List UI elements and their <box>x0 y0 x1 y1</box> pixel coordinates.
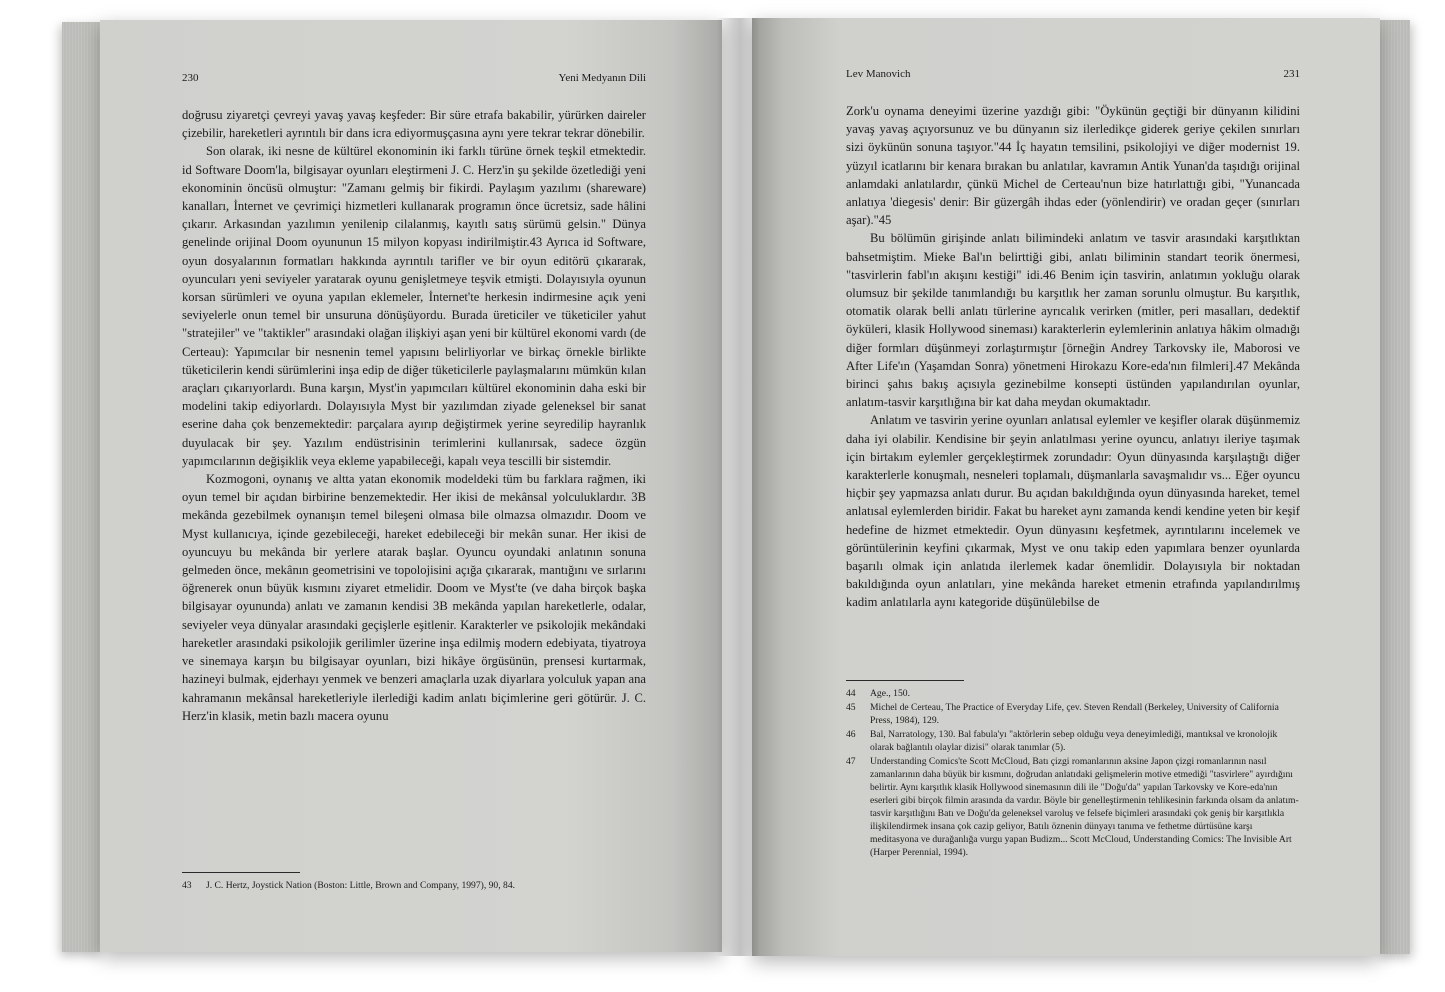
left-footnote-rule <box>182 872 300 873</box>
right-paragraph-3: Anlatım ve tasvirin yerine oyunları anlatısal eylemler ve keşifler olarak düşünmemiz daha iyi olabilir. Kendisine bir şeyin anlatılması yerine oyuncu, anlatıyı ileriye taşımak için birtakım eylemler gerçekleştirmek zorundadır: Oyun dünyasında karşılaştığı diğer karakterlerle konuşmalı, nesneleri toplamalı, düşmanlarla savaşmalıdır vs... Eğer oyuncu hiçbir şey yapmazsa anlatı durur. Bu açıdan bakıldığında oyun dünyasında hareket, temel anlatısal eylemlerden biridir. Fakat bu hareket aynı zamanda kendi kendine yeten bir keşif hedefine de hizmet etmektedir. Oyun dünyasını keşfetmek, ayrıntılarını incelemek ve görüntülerinin keyfini çıkarmak, Myst ve onu takip eden yapımlara benzer oyunlarda başarılı olmak için anlatıda ilerlemek kadar önemlidir. Dolayısıyla bir noktadan bakıldığında oyun anlatıları, yine mekânda hareket etmenin etrafında yapılandırılmış kadim anlatılarla aynı kategoride düşünülebilse de <box>846 413 1300 610</box>
left-page-number: 230 <box>182 72 199 84</box>
right-page <box>752 18 1380 956</box>
right-footnote <box>846 687 1300 700</box>
left-page-edges <box>62 22 102 952</box>
right-page-number: 231 <box>1283 68 1300 80</box>
right-page-header <box>846 68 1300 80</box>
left-footnote <box>182 879 646 892</box>
right-footnote-rule <box>846 680 964 681</box>
footnote-number: 43 <box>182 880 192 891</box>
left-page <box>100 20 722 952</box>
right-paragraph-1: Zork'u oynama deneyimi üzerine yazdığı gibi: "Öykünün geçtiği bir dünyanın kilidini yavaş yavaş açıyorsunuz ve bu dünyanın siz ilerledikçe giderek geriye çekilen sınırları sizi öykünün sonuna taşıyor."44 İç hayatın temsilini, psikolojiyi ve diğer modernist 19. yüzyıl icatlarını bir kenara bırakan bu anlatılar, kavramın Antik Yunan'da taşıdığı orijinal anlamdaki anlatılardır, çünkü Michel de Certeau'nun bize hatırlattığı gibi, "Yunancada anlatıya 'diegesis' denir: Bir güzergâh ihdas eder (yönlendirir) ve oradan geçer (sınırları aşar)."45 <box>846 104 1300 228</box>
footnote-number: 47 <box>846 756 856 767</box>
footnote-text: Understanding Comics'te Scott McCloud, Batı çizgi romanlarının aksine Japon çizgi romanlarının nasıl zamanlarının daha büyük bir kısmını, doğrudan anlatıdaki gelişmelerin motive etmediği "tasvirlere" ayırdığını belirtir. Aynı karşıtlık klasik Hollywood sinemasının dili ile "Doğu'da" yapılan Tarkovsky ve Kore-eda'nın eserleri gibi birçok filmin arasında da vardır. Böyle bir genelleştirmenin tehlikesinin farkında olsam da anlatım-tasvir karşıtlığını Batı ve Doğu'da geleneksel varoluş ve felsefe biçimleri arasındaki çok geniş bir karşıtlıkla ilişkilendirmek insana çok cazip geliyor, Batılı öznenin dünyayı tanıma ve fethetme dürtüsüne karşı meditasyona ve durağanlığa vurgu yapan Budizm... Scott McCloud, Understanding Comics: The Invisible Art (Harper Perennial, 1994). <box>870 756 1299 858</box>
footnote-number: 46 <box>846 729 856 740</box>
left-body-text <box>182 106 646 725</box>
left-paragraph-1: doğrusu ziyaretçi çevreyi yavaş yavaş keşfeder: Bir süre etrafa bakabilir, yürürken daireler çizebilir, hareketleri ayrıntılı bir dans icra ediyormuşçasına aynı yere tekrar tekrar dönebilir. <box>182 108 646 141</box>
footnote-text: Age., 150. <box>870 688 910 699</box>
right-footnote <box>846 755 1300 859</box>
footnote-number: 45 <box>846 702 856 713</box>
left-running-head: Yeni Medyanın Dili <box>558 72 646 84</box>
right-running-head: Lev Manovich <box>846 68 911 80</box>
left-paragraph-2: Son olarak, iki nesne de kültürel ekonominin iki farklı türüne örnek teşkil etmektedir. id Software Doom'la, bilgisayar oyunları eleştirmeni J. C. Herz'in şu şekilde özetlediği yeni ekonominin öncüsü olmuştur: "Zamanı gelmiş bir fikirdi. Paylaşım yazılımı (shareware) kanalları, İnternet ve çevrimiçi hizmetleri kullanarak programın önce ücretsiz, sade hâlini çıkarır. Arkasından yazılımın yenilenip cilalanmış, kayıtlı satış sürümü gelsin." Dünya genelinde orijinal Doom oyununun 15 milyon kopyası indirilmiştir.43 Ayrıca id Software, oyun dosyalarının formatları hakkında ayrıntılı tarifler ve bir oyun editörü çıkararak, oyuncuları yeni seviyeler yaratarak oyunu genişletmeye teşvik etmişti. Dolayısıyla oyunun korsan sürümleri ve oyuna yapılan eklemeler, İnternet'te herkesin indirmesine açık yeni seviyelerle onun temel bir unsuruna dönüşüyordu. Burada üreticiler ve tüketiciler yahut "stratejiler" ve "taktikler" arasındaki olağan ilişkiyi aşan yeni bir kültürel ekonomi vardı (de Certeau): Yapımcılar bir nesnenin temel yapısını belirliyorlar ve birkaç örnekle birlikte tüketicilerin kendi sürümlerini inşa edip de diğer tüketicilerle paylaşmalarını mümkün kılan araçları çıkarıyorlardı. Buna karşın, Myst'in yapımcıları kültürel ekonominin daha eski bir modelini takip ediyorlardı. Dolayısıyla Myst bir yazılımdan ziyade geleneksel bir sanat eserine daha çok benzemektedir: parçalara ayırıp değiştirmek yerine seyredilip hayranlık duyulacak bir şey. Yazılım endüstrisinin terimlerini kullanırsak, sadece özgün yapımcılarının değişiklik veya ekleme yapabileceği, kapalı veya tescilli bir sistemdir. <box>182 144 646 468</box>
left-page-header <box>182 72 646 84</box>
right-footnotes <box>846 680 1300 860</box>
right-paragraph-2: Bu bölümün girişinde anlatı bilimindeki anlatım ve tasvir arasındaki karşıtlıktan bahsetmiştim. Mieke Bal'ın belirttiği gibi, anlatı biliminin standart teorik önermesi, "tasvirlerin fabl'ın akışını kestiği" idi.46 Benim için tasvirin, anlatımın yokluğu olarak olumsuz bir şekilde tanımlandığı bu karşıtlık her zaman sorunlu olmuştur. Bu karşıtlık, otomatik olarak belli anlatı türlerine ayrıcalık verirken (mitler, peri masalları, dedektif öyküleri, klasik Hollywood sineması) karakterlerin eylemlerinin anlatıya hâkim olmadığı diğer formları düşünmeyi zorlaştırmıştır [örneğin Andrey Tarkovsky ile, Maborosi ve After Life'ın (Yaşamdan Sonra) yönetmeni Hirokazu Kore-eda'nın filmleri].47 Mekânda birinci şahıs bakış açısıyla gezinebilme konsepti üstünden yapılandırılan oyunlar, anlatım-tasvir karşıtlığına bir kat daha meydan okumaktadır. <box>846 231 1300 410</box>
footnote-text: Bal, Narratology, 130. Bal fabula'yı "aktörlerin sebep olduğu veya deneyimlediği, mantıksal ve kronolojik olarak bağlantılı olaylar dizisi" olarak tanımlar (5). <box>870 729 1278 753</box>
right-body-text <box>846 102 1300 612</box>
footnote-text: Michel de Certeau, The Practice of Everyday Life, çev. Steven Rendall (Berkeley, University of California Press, 1984), 129. <box>870 702 1279 726</box>
right-footnote <box>846 701 1300 727</box>
right-page-edges <box>1378 20 1410 954</box>
right-footnote <box>846 728 1300 754</box>
footnote-number: 44 <box>846 688 856 699</box>
left-footnotes <box>182 872 646 893</box>
book-gutter-shadow <box>716 18 760 956</box>
left-paragraph-3: Kozmogoni, oynanış ve altta yatan ekonomik modeldeki tüm bu farklara rağmen, iki oyun temel bir açıdan birbirine benzemektedir. Her ikisi de mekânsal yolculuklardır. 3B mekânda gezebilmek oynanışın temel bileşeni olmasa bile olmazsa olmazıdır. Doom ve Myst kullanıcıya, içinde gezebileceği, hareket edebileceği bir mekân sunar. Her ikisi de oyuncuyu bu mekânda bir yerlere atarak başlar. Oyuncu oyundaki anlatının sonuna gelmeden önce, mekânın geometrisini ve topolojisini açığa çıkararak, mantığını ve sırlarını öğrenerek onun büyük kısmını ziyaret etmelidir. Doom ve Myst'te (ve daha birçok başka bilgisayar oyununda) anlatı ve zamanın kendisi 3B mekânda yapılan hareketlerle, odalar, seviyeler veya dünyalar arasındaki geçişlerle eşitlenir. Karakterler ve psikolojik mekândaki hareketler arasındaki psikolojik gerilimler üzerine inşa edilmiş modern edebiyata, tiyatroya ve sinemaya karşın bu bilgisayar oyunları, bizi hikâye örgüsünün, prensesi kurtarmak, hazineyi bulmak, ejderhayı yenmek ve benzeri amaçlarla uzak diyarlara yolculuk yapan ana kahramanın mekânsal hareketleriyle ilerlediği kadim anlatı biçimlerine geri götürür. J. C. Herz'in klasik, metin bazlı macera oyunu <box>182 472 646 723</box>
footnote-text: J. C. Hertz, Joystick Nation (Boston: Little, Brown and Company, 1997), 90, 84. <box>206 880 516 891</box>
